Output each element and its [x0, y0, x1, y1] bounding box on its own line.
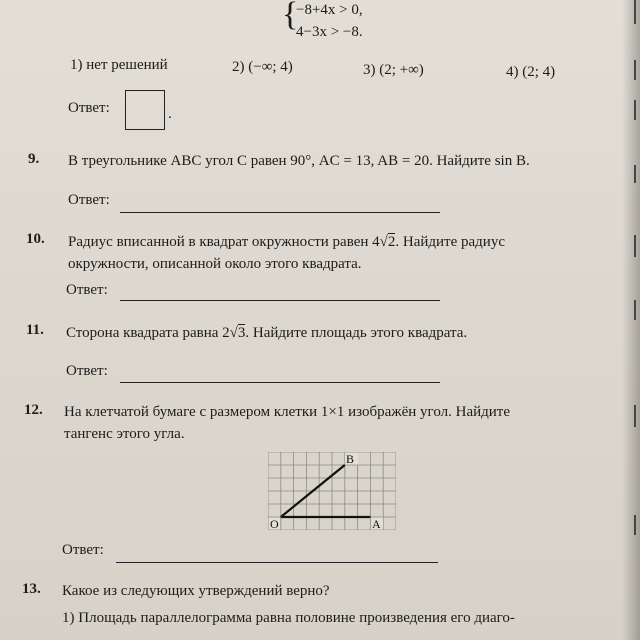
question-12-line-1: На клетчатой бумаге с размером клетки 1×1 изображён угол. Найдите	[64, 404, 511, 420]
angle-grid-figure	[268, 452, 396, 530]
answer-line-10[interactable]	[120, 300, 440, 301]
system-line-2: 4−3x > −8.	[296, 24, 363, 40]
point-label-O: O	[270, 517, 279, 530]
question-11-number: 11.	[26, 322, 44, 338]
sqrt-radicand-3: 3	[237, 325, 246, 341]
question-9-text: В треугольнике ABC угол C равен 90°, AC = 13, AB = 20. Найдите sin B.	[68, 153, 530, 169]
sqrt-radicand-2: 2	[387, 234, 396, 250]
option-8-4: 4) (2; 4)	[506, 64, 556, 80]
question-10-line-1	[68, 234, 505, 251]
answer-label-10: Ответ:	[66, 282, 108, 298]
question-10-line-1a: Радиус вписанной в квадрат окружности равен 4	[68, 234, 380, 250]
page-edge-shadow	[622, 0, 640, 640]
question-13-text: Какое из следующих утверждений верно?	[62, 583, 330, 599]
answer-box-8[interactable]	[125, 90, 165, 130]
system-brace: {	[282, 0, 299, 33]
answer-line-11[interactable]	[120, 382, 440, 383]
answer-line-9[interactable]	[120, 212, 440, 213]
answer-dot-8: .	[168, 106, 172, 122]
answer-label-8: Ответ:	[68, 100, 110, 116]
question-10-number: 10.	[26, 231, 45, 247]
question-10-line-1b: . Найдите радиус	[395, 234, 505, 250]
question-12-number: 12.	[24, 402, 43, 418]
question-11-text-a: Сторона квадрата равна 2	[66, 325, 230, 341]
sqrt-sign: √	[229, 325, 238, 341]
point-label-B: B	[346, 452, 355, 466]
sqrt-sign: √	[379, 234, 388, 250]
question-9-number: 9.	[28, 151, 40, 167]
option-8-1: 1) нет решений	[70, 57, 168, 73]
option-8-3: 3) (2; +∞)	[363, 62, 424, 78]
option-8-2: 2) (−∞; 4)	[232, 59, 293, 75]
question-10-line-2: окружности, описанной около этого квадрата.	[68, 256, 362, 272]
question-13-option-1: 1) Площадь параллелограмма равна половине произведения его диаго-	[62, 610, 515, 626]
answer-label-9: Ответ:	[68, 192, 110, 208]
question-11-text-b: . Найдите площадь этого квадрата.	[245, 325, 468, 341]
system-line-1: −8+4x > 0,	[296, 2, 363, 18]
answer-label-11: Ответ:	[66, 363, 108, 379]
answer-line-12[interactable]	[116, 562, 438, 563]
question-11-text	[66, 325, 467, 342]
answer-label-12: Ответ:	[62, 542, 104, 558]
point-label-A: A	[372, 517, 381, 530]
question-12-line-2: тангенс этого угла.	[64, 426, 185, 442]
question-13-number: 13.	[22, 581, 41, 597]
